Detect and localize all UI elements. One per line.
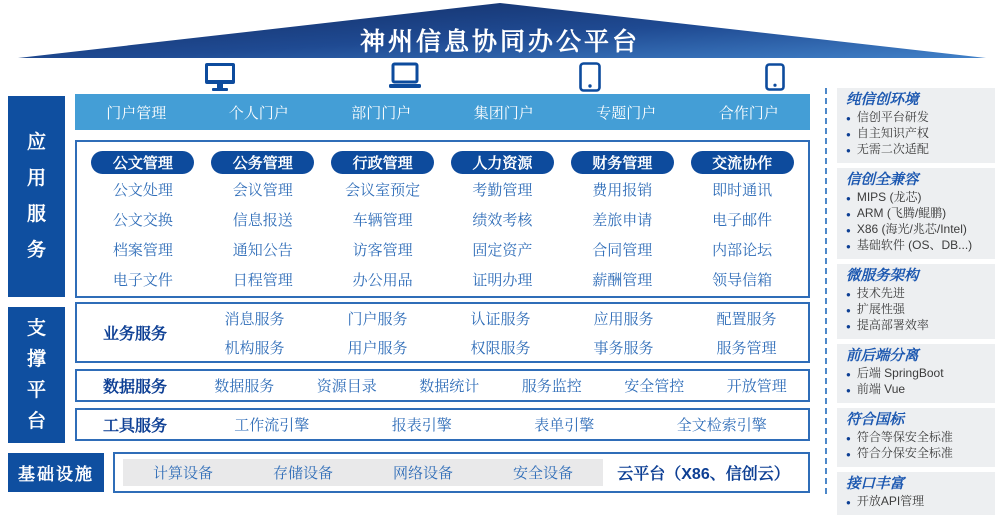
service-item: 表单引擎 — [534, 417, 595, 434]
app-item: 电子文件 — [112, 271, 173, 289]
app-module-header: 交流协作 — [691, 151, 794, 174]
feature-bullet: ● 技术先进 — [846, 286, 989, 302]
rail-infrastructure — [8, 453, 104, 492]
portal-item: 门户管理 — [106, 104, 167, 122]
feature-card — [837, 88, 995, 163]
app-item: 考勤管理 — [472, 181, 533, 199]
service-item: 事务服务 — [593, 339, 654, 357]
feature-card-title: 纯信创环境 — [846, 92, 919, 108]
feature-bullet: ● ARM (飞腾/鲲鹏) — [846, 206, 989, 222]
tablet-icon — [579, 62, 601, 92]
app-item: 领导信箱 — [712, 271, 773, 289]
rail-infrastructure-label: 基础设施 — [18, 465, 94, 484]
app-module-column — [203, 151, 323, 294]
app-item: 会议管理 — [232, 181, 293, 199]
phone-icon — [765, 63, 785, 91]
app-module-header: 财务管理 — [571, 151, 674, 174]
portal-item: 专题门户 — [596, 104, 657, 122]
feature-card-title: 信创全兼容 — [846, 172, 919, 188]
tool-services-label: 工具服务 — [102, 418, 167, 435]
app-item: 会议室预定 — [345, 181, 421, 199]
app-module-column — [83, 151, 203, 294]
service-item: 应用服务 — [593, 310, 654, 328]
app-module-header: 行政管理 — [331, 151, 434, 174]
service-item: 服务管理 — [716, 339, 777, 357]
app-module-column — [443, 151, 563, 294]
app-item: 通知公告 — [232, 241, 293, 259]
app-services-box — [75, 140, 810, 298]
app-item: 差旅申请 — [592, 211, 653, 229]
feature-card — [837, 472, 995, 515]
portal-item: 个人门户 — [228, 104, 289, 122]
device-item: 网络设备 — [392, 465, 453, 482]
feature-bullet: ● 开放API管理 — [846, 494, 989, 510]
desktop-icon — [202, 61, 238, 92]
device-item: 安全设备 — [512, 465, 573, 482]
feature-card — [837, 168, 995, 259]
feature-bullet: ● MIPS (龙芯) — [846, 190, 989, 206]
feature-bullet: ● 信创平台研发 — [846, 110, 989, 126]
service-item: 认证服务 — [470, 310, 531, 328]
portal-item: 合作门户 — [718, 104, 779, 122]
app-module-header: 公务管理 — [211, 151, 314, 174]
tool-services-box — [75, 408, 810, 441]
device-item: 存储设备 — [272, 465, 333, 482]
service-item: 全文检索引擎 — [676, 417, 767, 434]
service-item: 权限服务 — [470, 339, 531, 357]
page-title: 神州信息协同办公平台 — [359, 28, 640, 56]
feature-bullet: ● 提高部署效率 — [846, 318, 989, 334]
infrastructure-box — [113, 452, 810, 493]
feature-card-title: 接口丰富 — [846, 476, 904, 492]
app-item: 车辆管理 — [352, 211, 413, 229]
infrastructure-devices-band — [123, 459, 603, 486]
vertical-dashed-divider — [825, 88, 827, 494]
feature-bullet: ● 后端 SpringBoot — [846, 366, 989, 382]
feature-panel — [837, 88, 995, 515]
rail-support-platform-label: 支撑平台 — [26, 318, 46, 432]
feature-bullet: ● X86 (海光/兆芯/Intel) — [846, 222, 989, 238]
rail-app-services — [8, 96, 65, 297]
service-item: 开放管理 — [726, 378, 787, 395]
app-item: 费用报销 — [592, 181, 653, 199]
feature-card-title: 符合国标 — [846, 412, 904, 428]
service-item: 门户服务 — [347, 310, 408, 328]
app-item: 信息报送 — [232, 211, 293, 229]
rail-support-platform — [8, 307, 65, 443]
feature-bullet: ● 符合分保安全标准 — [846, 446, 989, 462]
app-item: 办公用品 — [352, 271, 413, 289]
app-module-header: 公文管理 — [91, 151, 194, 174]
app-module-column — [682, 151, 802, 294]
feature-card-title: 前后端分离 — [846, 348, 919, 364]
service-item: 资源目录 — [316, 378, 377, 395]
service-item: 消息服务 — [224, 310, 285, 328]
rail-app-services-label: 应用服务 — [26, 131, 46, 261]
feature-card — [837, 264, 995, 339]
service-item: 数据统计 — [419, 378, 480, 395]
data-services-box — [75, 369, 810, 402]
service-item: 服务监控 — [521, 378, 582, 395]
feature-bullet: ● 符合等保安全标准 — [846, 430, 989, 446]
business-services-label: 业务服务 — [102, 326, 167, 343]
app-item: 即时通讯 — [712, 181, 773, 199]
service-item: 用户服务 — [347, 339, 408, 357]
app-item: 档案管理 — [112, 241, 173, 259]
feature-card — [837, 344, 995, 403]
app-item: 公文交换 — [112, 211, 173, 229]
portal-item: 集团门户 — [473, 104, 534, 122]
app-item: 合同管理 — [592, 241, 653, 259]
app-module-column — [323, 151, 443, 294]
feature-bullet: ● 前端 Vue — [846, 382, 989, 398]
service-item: 机构服务 — [224, 339, 285, 357]
app-item: 访客管理 — [352, 241, 413, 259]
app-item: 薪酬管理 — [592, 271, 653, 289]
feature-bullet: ● 自主知识产权 — [846, 126, 989, 142]
service-item: 报表引擎 — [391, 417, 452, 434]
service-item: 安全管控 — [624, 378, 685, 395]
data-services-label: 数据服务 — [102, 379, 167, 396]
device-item: 计算设备 — [152, 465, 213, 482]
feature-card — [837, 408, 995, 467]
cloud-platform-label: 云平台（X86、信创云） — [617, 466, 790, 483]
service-item: 数据服务 — [214, 378, 275, 395]
feature-card-title: 微服务架构 — [846, 268, 919, 284]
feature-bullet: ● 扩展性强 — [846, 302, 989, 318]
feature-bullet: ● 无需二次适配 — [846, 142, 989, 158]
business-services-box — [75, 302, 810, 363]
app-item: 证明办理 — [472, 271, 533, 289]
feature-bullet: ● 基础软件 (OS、DB...) — [846, 238, 989, 254]
app-item: 日程管理 — [232, 271, 293, 289]
portal-bar — [75, 94, 810, 130]
app-item: 绩效考核 — [472, 211, 533, 229]
app-item: 内部论坛 — [712, 241, 773, 259]
laptop-icon — [387, 61, 423, 91]
app-item: 电子邮件 — [712, 211, 773, 229]
business-services-grid — [193, 308, 808, 358]
service-item: 配置服务 — [716, 310, 777, 328]
app-module-header: 人力资源 — [451, 151, 554, 174]
portal-item: 部门门户 — [351, 104, 412, 122]
app-module-column — [562, 151, 682, 294]
app-item: 公文处理 — [112, 181, 173, 199]
service-item: 工作流引擎 — [234, 417, 310, 434]
app-item: 固定资产 — [472, 241, 533, 259]
